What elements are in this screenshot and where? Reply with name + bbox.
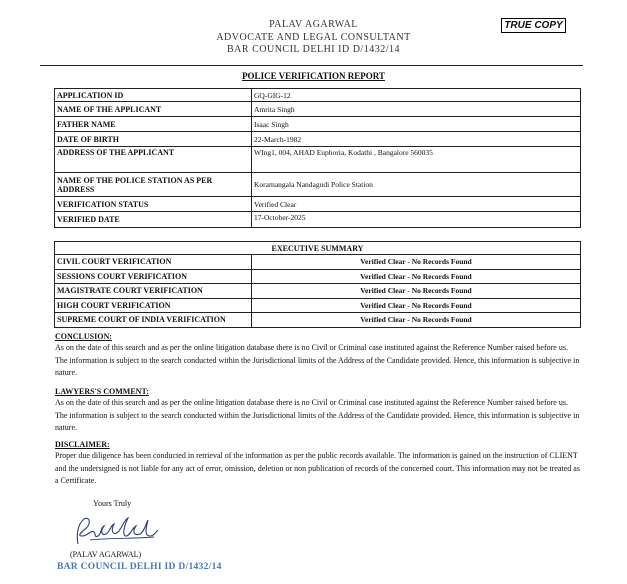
header-divider xyxy=(40,65,583,66)
disclaimer-section xyxy=(55,439,580,488)
conclusion-text: As on the date of this search and as per the online litigation database there is no Civil or Criminal case instituted against the Reference Number raised before us. The information is subject to the search conducted within the Jurisdictional limits of the Address of the Candidate provided. Hence, this information is subjective in nature. xyxy=(55,343,580,377)
row-value: Verified Clear - No Records Found xyxy=(252,255,581,270)
row-label: SESSIONS COURT VERIFICATION xyxy=(55,269,252,284)
table-row xyxy=(55,89,581,102)
row-value: Isaac Singh xyxy=(252,117,581,132)
table-row xyxy=(55,147,581,173)
lawyers-comment-text: As on the date of this search and as per the online litigation database there is no Civil or Criminal case instituted against the Reference Number raised before us. The information is subject to the search conducted within the Jurisdictional limits of the Address of the Candidate provided. Hence, this information is subjective in nature. xyxy=(55,398,580,432)
signer-name: (PALAV AGARWAL) xyxy=(70,550,142,559)
true-copy-stamp: TRUE COPY xyxy=(501,18,566,33)
row-label: VERIFICATION STATUS xyxy=(55,197,252,212)
lawyers-comment-section xyxy=(55,386,580,435)
table-row xyxy=(55,212,581,228)
row-value: GQ-GIG-12 xyxy=(252,89,581,102)
conclusion-heading: CONCLUSION: xyxy=(55,332,112,341)
lawyers-comment-heading: LAWYERS'S COMMENT: xyxy=(55,387,149,396)
row-label: MAGISTRATE COURT VERIFICATION xyxy=(55,284,252,299)
disclaimer-heading: DISCLAIMER: xyxy=(55,440,110,449)
executive-summary-table xyxy=(54,241,581,328)
advocate-name: PALAV AGARWAL xyxy=(269,19,358,30)
row-value: Verified Clear - No Records Found xyxy=(252,298,581,313)
table-row xyxy=(55,313,581,328)
row-value: Koramangala Nandagudi Police Station xyxy=(252,173,581,197)
row-label: VERIFIED DATE xyxy=(55,212,252,228)
table-row xyxy=(55,255,581,270)
signer-bar-id: BAR COUNCIL DELHI ID D/1432/14 xyxy=(57,562,222,572)
row-label: NAME OF THE APPLICANT xyxy=(55,102,252,117)
row-label: APPLICATION ID xyxy=(55,89,252,102)
table-row xyxy=(55,298,581,313)
row-value: 17-October-2025 xyxy=(252,212,581,228)
applicant-details-table xyxy=(54,88,581,228)
signature-image xyxy=(70,514,160,546)
row-label: HIGH COURT VERIFICATION xyxy=(55,298,252,313)
yours-truly: Yours Truly xyxy=(93,499,132,508)
row-value: Verified Clear xyxy=(252,197,581,212)
row-label: FATHER NAME xyxy=(55,117,252,132)
advocate-role: ADVOCATE AND LEGAL CONSULTANT xyxy=(216,31,411,43)
row-label: SUPREME COURT OF INDIA VERIFICATION xyxy=(55,313,252,328)
row-value: Verified Clear - No Records Found xyxy=(252,284,581,299)
table-row xyxy=(55,117,581,132)
table-row xyxy=(55,269,581,284)
row-label: ADDRESS OF THE APPLICANT xyxy=(55,147,252,173)
report-title: POLICE VERIFICATION REPORT xyxy=(242,71,385,81)
table-row xyxy=(55,197,581,212)
executive-summary-heading: EXECUTIVE SUMMARY xyxy=(55,242,581,255)
row-value: Amrita Singh xyxy=(252,102,581,117)
table-row xyxy=(55,132,581,147)
letterhead-bar-id: BAR COUNCIL DELHI ID D/1432/14 xyxy=(227,44,400,55)
row-label: CIVIL COURT VERIFICATION xyxy=(55,255,252,270)
row-value: WIng1, 004, AHAD Euphoria, Kodathi , Bangalore 560035 xyxy=(252,147,581,173)
row-value: 22-March-1982 xyxy=(252,132,581,147)
row-value: Verified Clear - No Records Found xyxy=(252,269,581,284)
conclusion-section xyxy=(55,331,580,380)
table-row xyxy=(55,173,581,197)
table-header-row xyxy=(55,242,581,255)
disclaimer-text: Proper due diligence has been conducted in retrieval of the information as per the public records available. The information is gained on the instruction of CLIENT and the undersigned is not liable for any act of error, omission, deletion or non publication of records of the concerned court. This information may not be treated as a Certificate. xyxy=(55,451,580,485)
row-label: NAME OF THE POLICE STATION AS PER ADDRESS xyxy=(55,173,252,197)
table-row xyxy=(55,102,581,117)
row-label: DATE OF BIRTH xyxy=(55,132,252,147)
row-value: Verified Clear - No Records Found xyxy=(252,313,581,328)
table-row xyxy=(55,284,581,299)
